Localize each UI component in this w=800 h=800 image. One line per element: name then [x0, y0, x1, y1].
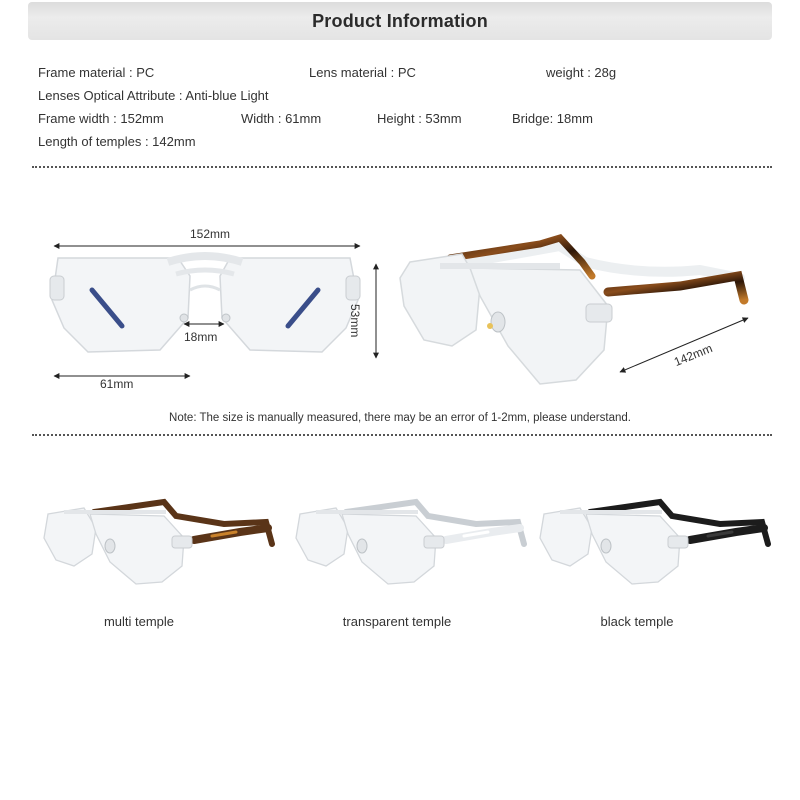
variant-multi-temple-label: multi temple [103, 614, 175, 629]
hinge [668, 536, 688, 548]
spec-height: Height : 53mm [377, 111, 462, 126]
spec-weight: weight : 28g [546, 65, 617, 80]
spec-lens-attribute: Lenses Optical Attribute : Anti-blue Light [38, 88, 269, 103]
variant-transparent-temple-label: transparent temple [342, 614, 452, 629]
spec-bridge: Bridge: 18mm [512, 111, 593, 126]
right-lens [90, 514, 184, 584]
frame-width-label: 152mm [190, 227, 231, 241]
left-lens [296, 508, 348, 566]
bridge-label: 18mm [184, 330, 218, 344]
hinge [172, 536, 192, 548]
variant-black-temple-label: black temple [600, 614, 674, 629]
lens-height-label: 53mm [348, 304, 362, 338]
lens-width-label: 61mm [100, 377, 134, 391]
nose-pad [357, 539, 367, 553]
left-lens [44, 508, 96, 566]
spec-frame-material: Frame material : PC [38, 65, 155, 80]
spec-lens-material: Lens material : PC [309, 65, 416, 80]
spec-frame-width: Frame width : 152mm [38, 111, 164, 126]
spec-width: Width : 61mm [241, 111, 322, 126]
page-title: Product Information [312, 10, 488, 31]
nose-pad [601, 539, 611, 553]
nose-pad [105, 539, 115, 553]
variant-black-temple-image [540, 502, 768, 584]
left-lens [540, 508, 592, 566]
right-lens [586, 514, 680, 584]
spec-temple-length: Length of temples : 142mm [38, 134, 196, 149]
variant-transparent-temple-image [296, 502, 524, 584]
size-note: Note: The size is manually measured, there may be an error of 1-2mm, please understand. [169, 412, 631, 424]
hinge [424, 536, 444, 548]
temple-length-label: 142mm [672, 341, 715, 369]
right-lens [342, 514, 436, 584]
variant-multi-temple-image [44, 502, 272, 584]
